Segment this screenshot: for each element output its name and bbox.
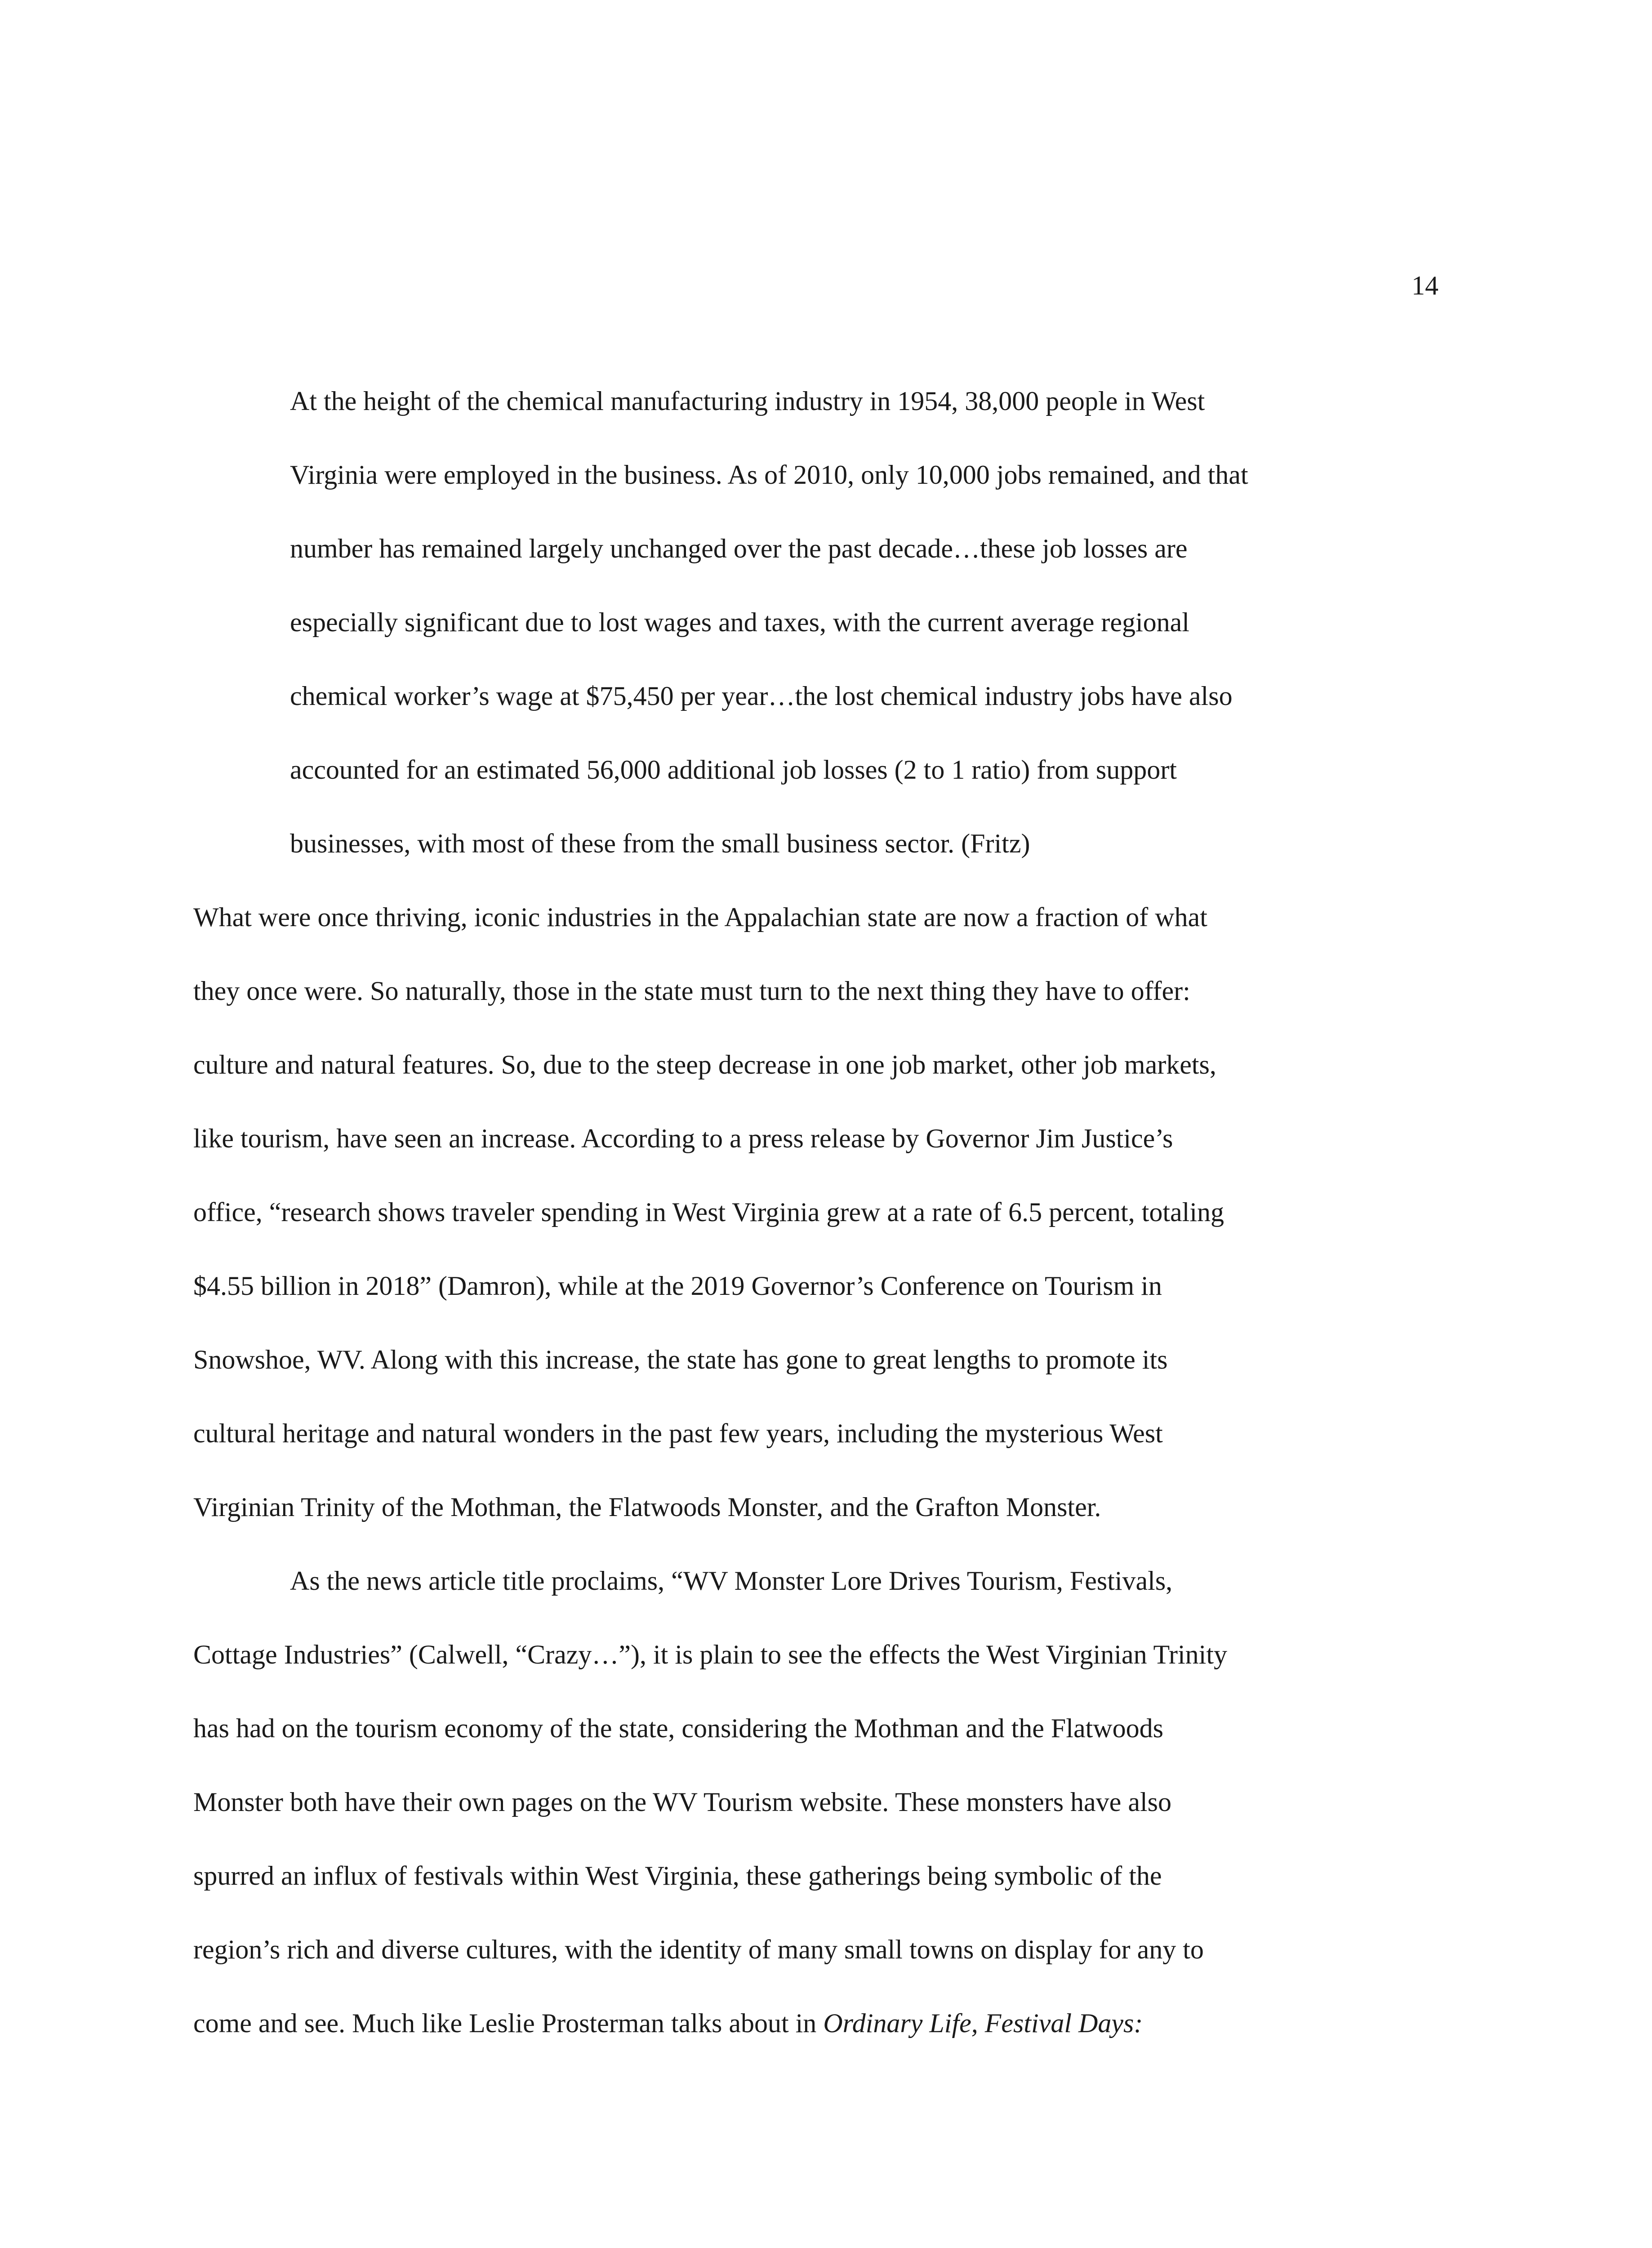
paragraph-line: $4.55 billion in 2018” (Damron), while at the 2019 Governor’s Conference on Tourism in	[193, 1271, 1162, 1301]
quote-line: number has remained largely unchanged over the past decade…these job losses are	[290, 534, 1188, 563]
paragraph-line: has had on the tourism economy of the state, considering the Mothman and the Flatwoods	[193, 1713, 1163, 1743]
paragraph-line: spurred an influx of festivals within West Virginia, these gatherings being symbolic of the	[193, 1861, 1162, 1891]
paragraph-line: they once were. So naturally, those in the state must turn to the next thing they have to offer:	[193, 976, 1190, 1006]
book-title: Ordinary Life, Festival Days:	[823, 2008, 1143, 2038]
page-number: 14	[1412, 271, 1438, 300]
paragraph-line: Cottage Industries” (Calwell, “Crazy…”), it is plain to see the effects the West Virginian Trinity	[193, 1640, 1228, 1669]
paragraph-1	[193, 880, 1441, 1544]
paragraph-line: like tourism, have seen an increase. According to a press release by Governor Jim Justice’s	[193, 1124, 1173, 1153]
block-quote	[290, 364, 1441, 880]
quote-line: businesses, with most of these from the small business sector. (Fritz)	[290, 829, 1030, 858]
paragraph-2	[193, 1544, 1441, 2060]
paragraph-line: As the news article title proclaims, “WV Monster Lore Drives Tourism, Festivals,	[290, 1566, 1173, 1596]
quote-line: chemical worker’s wage at $75,450 per year…the lost chemical industry jobs have also	[290, 681, 1233, 711]
paragraph-line: culture and natural features. So, due to the steep decrease in one job market, other job markets,	[193, 1050, 1216, 1079]
paragraph-line: office, “research shows traveler spending in West Virginia grew at a rate of 6.5 percent, totaling	[193, 1197, 1225, 1227]
paragraph-line: Monster both have their own pages on the WV Tourism website. These monsters have also	[193, 1787, 1171, 1817]
quote-line: accounted for an estimated 56,000 additional job losses (2 to 1 ratio) from support	[290, 755, 1177, 785]
quote-line: Virginia were employed in the business. As of 2010, only 10,000 jobs remained, and that	[290, 460, 1248, 490]
paragraph-line: region’s rich and diverse cultures, with the identity of many small towns on display for any to	[193, 1935, 1204, 1964]
last-line-text: come and see. Much like Leslie Prosterman talks about in	[193, 2008, 824, 2038]
quote-line: At the height of the chemical manufacturing industry in 1954, 38,000 people in West	[290, 386, 1205, 416]
paragraph-last-line	[193, 1986, 1441, 2060]
quote-line: especially significant due to lost wages and taxes, with the current average regional	[290, 607, 1189, 637]
paragraph-line: Virginian Trinity of the Mothman, the Flatwoods Monster, and the Grafton Monster.	[193, 1492, 1101, 1522]
paragraph-line: cultural heritage and natural wonders in the past few years, including the mysterious West	[193, 1418, 1163, 1448]
body-text	[193, 364, 1441, 2060]
paragraph-line: What were once thriving, iconic industries in the Appalachian state are now a fraction of what	[193, 902, 1207, 932]
paragraph-line: Snowshoe, WV. Along with this increase, the state has gone to great lengths to promote its	[193, 1345, 1168, 1374]
